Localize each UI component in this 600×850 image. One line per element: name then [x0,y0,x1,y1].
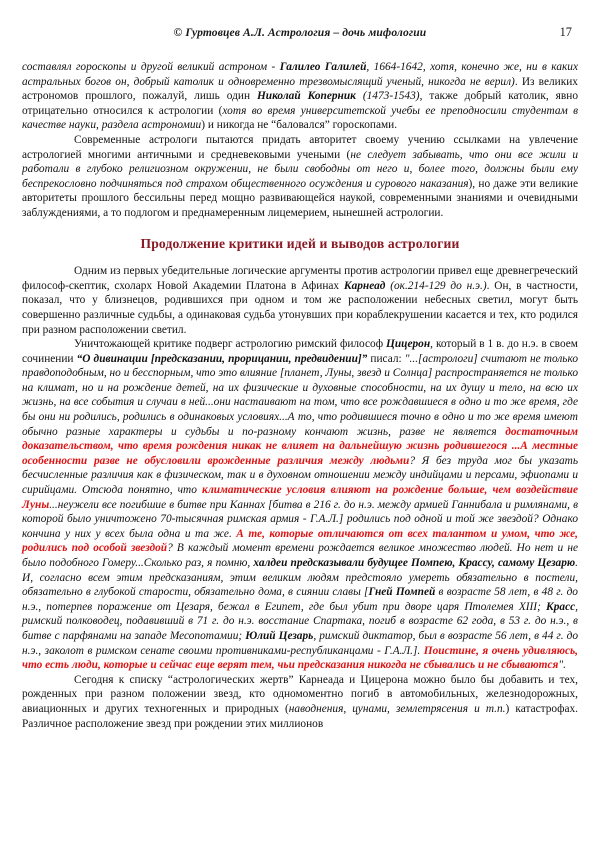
para3-run4: . Он, в частности, показал, что у близнецов, родившихся при одном и том же расположении небесных светил, могут быть совершенно различные судьбы, а одинаковая судьба утонувших при кораблекрушении касается и тех, кто родился при разном расположении светил. [22,279,578,336]
para5-run1: Сегодня к списку “астрологических жертв” Карнеада и Цицерона можно было бы добавить и тех, рожденных при разном положении звезд, кто одномоментно погиб в автомобильных, железнодорожных, авиационных и других техногенных и природных ( [22,673,578,715]
para4-run3: , который в 1 в. до н.э. в своем сочинении [22,338,578,365]
para1-run9: ) и никогда не “баловался” гороскопами. [201,119,398,132]
document-body [22,60,578,731]
paragraph-5 [22,673,578,731]
para1-run6-years: (1473-1543) [355,90,420,103]
para1-run5-copernicus: Николай Коперник [256,90,356,103]
para1-run1: составлял гороскопы и другой великий астроном - [22,61,280,73]
para3-run1: Одним из первых убедительные логические аргументы против астрологии привел еще древнегреческий философ-скептик, схоларх Новой Академии Платона в Афинах [22,265,578,292]
para1-run2-galileo: Галилео Галилей [279,61,367,73]
paragraph-3 [22,264,578,337]
para4-run1: Уничтожающей критике подверг астрологию римский философ [74,338,387,351]
para1-run7: , также добрый католик, явно отрицательно относился к астрологии ( [22,90,578,117]
paragraph-2 [22,133,578,221]
para4-run16: в возрасте 58 лет, в 48 г. до н.э., потерпев поражение от Цезаря, бежал в Египет, где был убит при дворе царя Птолемея XIII; [22,586,578,613]
para4-run15-pompey: Гней Помпей [368,586,436,599]
para5-run3: ) катастрофах. Различное расположение звезд при рождении этих миллионов [22,702,578,730]
header-title: © Гуртовцев А.Л. Астрология – дочь мифологии [173,26,427,39]
para4-run13-chaldeans: халдеи предсказывали будущее Помпею, Крассу, самому Цезарю [253,557,576,569]
para4-run6-quote: "...[астрологи] считают не только правдоподобным, но и бесспорным, что это влияние [планет, Луны, звезд и Солнца] распространяется не только на климат, но и на рождение детей, на их физические и духовные способности, на их душу и тело, на всю их жизнь, на все события и случаи в ней...они настаивают на том, что все рождавшиеся в одно и то же время, где бы они ни родились, родились в одинаковых условиях...А то, что родившиеся точно в одно и то же время имеют обычно разные характеры и судьбы и по-разному кончают жизнь, разве не является [22,352,579,438]
para4-run9-red-emphasis: климатические условия влияют на рождение больше, чем воздействие Луны [22,484,578,511]
para1-run8: хотя во время университетской учебы ее преподносили студентам в качестве науки, раздела астрономии [22,104,578,132]
para2-run3: ), но даже эти великие авторитеты прошлого бессильны перед мощно развивающейся наукой, современными знаниями и очевидными заблуждениями, а то подлогом и преднамеренным лицемерием, нынешней астрологии. [22,177,578,219]
para4-run2-cicero: Цицерон [386,338,431,351]
para4-run7-red-emphasis: достаточным доказательством, что время рождения никак не влияет на дальнейшую жизнь родившегося ...А местные особенности разве не обусловили врожденные различия между людьми [22,425,578,467]
section-heading: Продолжение критики идей и выводов астрологии [140,235,460,251]
para3-run2-carneades: Карнеад [343,279,386,292]
paragraph-1 [22,60,578,133]
para3-run3-years: (ок.214-129 до н.э.) [385,279,487,292]
para4-run8: ? Я без труда мог бы указать бесчисленные различия как в физическом, так и в духовном отношении между индийцами и персами, эфиопами и сирийцами. Отсюда понятно, что [22,454,578,497]
para5-run2: наводнения, цунами, землетрясения и т.п. [288,702,506,715]
para2-run1: Современные астрологи пытаются придать авторитет своему учению ссылками на увлечение астрологией многими античными и средневековыми учеными ( [22,133,578,161]
para4-run11-red-emphasis: А те, которые отличаются от всех талантом и умом, что же, родились под особой звездой [22,527,578,555]
para4-run17-crassus: Красс [546,600,576,613]
page-number: 17 [559,25,572,39]
para4-run14: . И, согласно всем этим предсказаниям, этим великим людям предстояло умереть обязательно в постели, обязательно в глубокой старости, обязательно дома, в сиянии славы [ [22,557,578,599]
para4-run22: ". [558,659,566,672]
paragraph-4 [22,337,578,673]
para4-run21-red-emphasis: Поистине, я очень удивляюсь, что есть люди, которые и сейчас еще верят тем, чьи предсказания никогда не сбывались и не сбываются [22,644,578,672]
para4-run20: , римский диктатор, был в возрасте 56 лет, в 44 г. до н.э., заколот в римском сенате своими противниками-республиканцами - Г.А.Л.]. [22,629,578,657]
para4-run10: ...неужели все погибшие в битве при Каннах [битва в 216 г. до н.э. между армией Ганнибала и римлянами, в которой было уничтожено 70-тысячная римская армия - Г.А.Л.] родились под одной и той же звездой? Однако кончина у них у всех была одна и та же. [22,498,578,540]
para4-run18: , римский полководец, подавивший в 71 г. до н.э. восстание Спартака, погиб в возрасте 62 года, в 53 г. до н.э., в битве с парфянами на западе Месопотамии; [22,600,578,642]
para1-run3: , 1664-1642, хотя, конечно же, ни в каких астральных богов он, добрый католик и одновременно трезвомыслящий ученый, никогда не верил) [22,61,579,88]
para4-run12: ? В каждый момент времени рождается великое множество людей. Но нет и не было подобного Гомеру...Сколько раз, я помню, [22,542,578,569]
para4-run19-caesar: Юлий Цезарь [245,629,314,642]
para4-run4-title-de-divinatione: “О дивинации [предсказании, прорицании, предвидении]” [76,352,368,365]
running-header [22,26,578,48]
para4-run5: писал: [367,352,405,365]
para1-run4: . Из великих астрономов прошлого, пожалуй, лишь один [22,75,578,103]
para2-run2: не следует забывать, что они все жили и работали в глубоко религиозном окружении, не были свободны от него и, более того, должны были ему беспрекословно подчиняться под страхом общественного осуждения и сурового наказания [22,148,578,190]
